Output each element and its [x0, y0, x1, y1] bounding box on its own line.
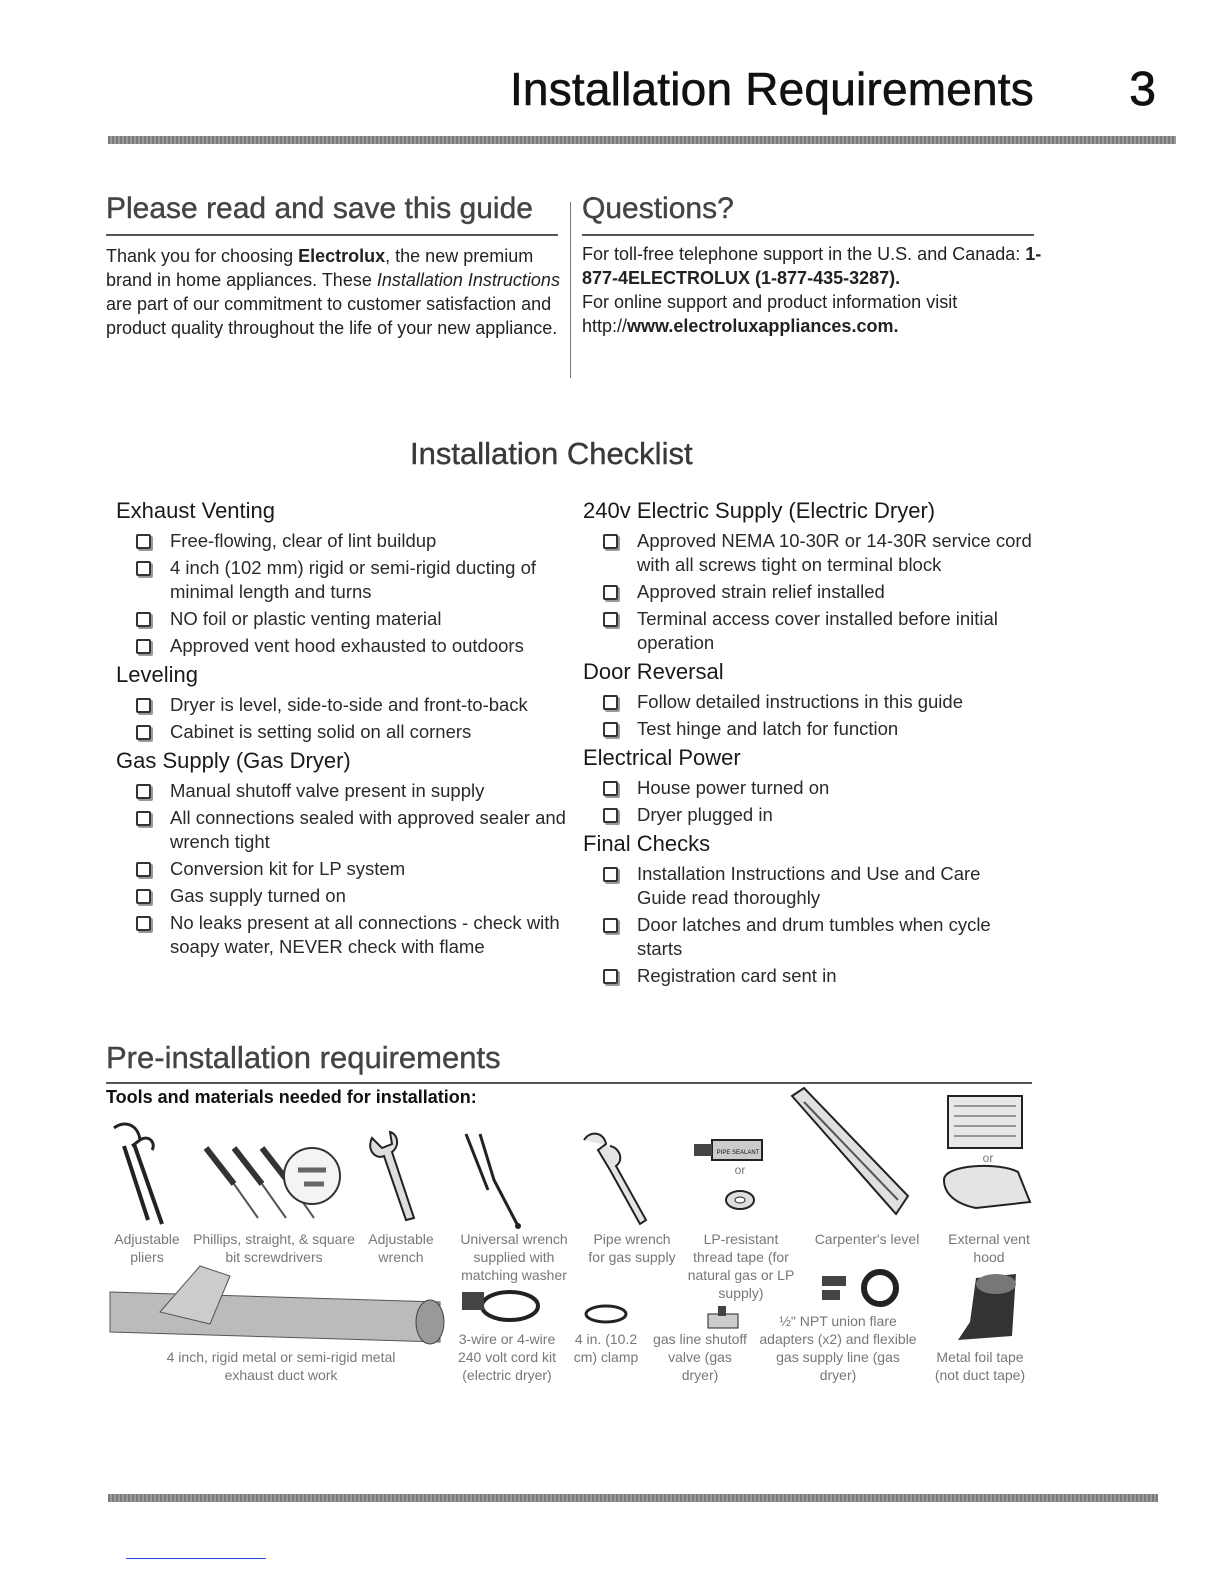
checkbox-icon[interactable] [136, 862, 151, 877]
checkbox-icon[interactable] [603, 585, 618, 600]
footer-rule [108, 1494, 1158, 1502]
checklist-title: Installation Checklist [410, 436, 693, 471]
or-label-2: or [982, 1151, 994, 1165]
checklist-item-label: Follow detailed instructions in this guide [637, 691, 963, 712]
checklist-item [583, 580, 1033, 604]
screwdrivers-icon [200, 1140, 350, 1230]
checklist-item-label: Door latches and drum tumbles when cycle starts [637, 914, 991, 959]
checkbox-icon[interactable] [603, 969, 618, 984]
checklist-item [116, 911, 566, 959]
checkbox-icon[interactable] [603, 918, 618, 933]
foil-tape-icon [956, 1270, 1020, 1346]
checklist-item-label: Approved strain relief installed [637, 581, 885, 602]
checklist-item [583, 690, 1033, 714]
checklist-item-label: Cabinet is setting solid on all corners [170, 721, 472, 742]
checklist-group-heading: 240v Electric Supply (Electric Dryer) [583, 498, 936, 523]
header-rule [108, 136, 1176, 144]
checklist-item [116, 607, 566, 631]
checklist-item-label: Free-flowing, clear of lint buildup [170, 530, 437, 551]
checkbox-icon[interactable] [603, 722, 618, 737]
checklist-item-label: Test hinge and latch for function [637, 718, 899, 739]
label-duct: 4 inch, rigid metal or semi-rigid metal exhaust duct work [166, 1349, 396, 1383]
checklist-item [583, 607, 1033, 655]
pliers-icon [104, 1120, 174, 1230]
thread-tape-icon [692, 1134, 774, 1220]
checkbox-icon[interactable] [136, 561, 151, 576]
tools-heading: Tools and materials needed for installation: [106, 1087, 477, 1107]
pipe-wrench-icon [580, 1130, 660, 1230]
checkbox-icon[interactable] [603, 612, 618, 627]
questions-paragraph: For toll-free telephone support in the U.S. and Canada: 1-877-4ELECTROLUX (1-877-435-3287). For online support and product information visit http://www.electroluxappliances.com. [582, 244, 1042, 336]
checklist-item [116, 634, 566, 658]
support-phone: 1-877-4ELECTROLUX (1-877-435-3287). [582, 244, 1042, 288]
checklist-right-column [583, 497, 1033, 991]
checklist-item-label: Dryer is level, side-to-side and front-to-back [170, 694, 528, 715]
preinstall-heading: Pre-installation requirements [106, 1040, 501, 1075]
checklist-group-heading: Gas Supply (Gas Dryer) [116, 748, 351, 773]
page-title: Installation Requirements [509, 63, 1034, 115]
column-divider [570, 202, 571, 378]
label-pipe-wrench: Pipe wrench for gas supply [588, 1231, 676, 1265]
label-clamp: 4 in. (10.2 cm) clamp [573, 1331, 639, 1365]
checkbox-icon[interactable] [603, 695, 618, 710]
checkbox-icon[interactable] [603, 534, 618, 549]
checkbox-icon[interactable] [136, 698, 151, 713]
checkbox-icon[interactable] [136, 784, 151, 799]
checklist-item-label: House power turned on [637, 777, 830, 798]
checklist-item [116, 884, 566, 908]
checklist-item [583, 803, 1033, 827]
checklist-item [116, 720, 566, 744]
label-flare-adapters: ½" NPT union flare adapters (x2) and flexible gas supply line (gas dryer) [759, 1313, 917, 1383]
checklist-item [116, 556, 566, 604]
checklist-item-label: Gas supply turned on [170, 885, 346, 906]
checklist-item-label: Conversion kit for LP system [170, 858, 406, 879]
checklist-item-label: 4 inch (102 mm) rigid or semi-rigid ducting of minimal length and turns [170, 557, 537, 602]
checklist-item-label: No leaks present at all connections - check with soapy water, NEVER check with flame [170, 912, 560, 957]
checklist-item-label: Approved vent hood exhausted to outdoors [170, 635, 524, 656]
cord-kit-icon [456, 1282, 546, 1332]
checklist-item-label: Dryer plugged in [637, 804, 773, 825]
checkbox-icon[interactable] [136, 889, 151, 904]
checklist-item-label: Terminal access cover installed before initial operation [637, 608, 998, 653]
label-foil-tape: Metal foil tape (not duct tape) [934, 1349, 1026, 1383]
checklist-item [583, 964, 1033, 988]
intro-paragraph: Thank you for choosing Electrolux, the new premium brand in home appliances. These Installation Instructions are part of our commitment to customer satisfaction and product quality throughout the life of your new appliance. [106, 246, 560, 338]
brand-name: Electrolux [298, 246, 386, 266]
checkbox-icon[interactable] [136, 916, 151, 931]
vent-hood-icon [940, 1090, 1032, 1220]
intro-heading: Please read and save this guide [106, 192, 533, 225]
label-cord-kit: 3-wire or 4-wire 240 volt cord kit (electric dryer) [457, 1331, 557, 1383]
checklist-item-label: Manual shutoff valve present in supply [170, 780, 485, 801]
carpenters-level-icon [790, 1088, 910, 1218]
checklist-item [116, 857, 566, 881]
sealant-label: PIPE SEALANT [716, 1150, 760, 1156]
support-url[interactable]: www.electroluxappliances.com. [627, 316, 899, 336]
checklist-item [116, 779, 566, 803]
checklist-item [583, 862, 1033, 910]
label-screwdrivers: Phillips, straight, & square bit screwdrivers [193, 1231, 355, 1265]
intro-rule [106, 234, 558, 236]
footer-link-line [126, 1558, 266, 1559]
clamp-icon [582, 1302, 632, 1326]
checklist-group-heading: Exhaust Venting [116, 498, 276, 523]
checkbox-icon[interactable] [136, 725, 151, 740]
checklist-item-label: Installation Instructions and Use and Care Guide read thoroughly [637, 863, 981, 908]
checklist-item-label: Approved NEMA 10-30R or 14-30R service cord with all screws tight on terminal block [637, 530, 1032, 575]
label-carpenters-level: Carpenter's level [814, 1231, 920, 1247]
checkbox-icon[interactable] [603, 808, 618, 823]
label-universal-wrench: Universal wrench supplied with matching washer [460, 1231, 568, 1283]
checklist-item [583, 717, 1033, 741]
label-pliers: Adjustable pliers [114, 1231, 180, 1265]
checklist-item-label: All connections sealed with approved sealer and wrench tight [170, 807, 566, 852]
shutoff-valve-icon [704, 1306, 744, 1332]
checkbox-icon[interactable] [136, 639, 151, 654]
label-adjustable-wrench: Adjustable wrench [368, 1231, 434, 1265]
adjustable-wrench-icon [362, 1130, 422, 1230]
or-label-1: or [734, 1163, 746, 1177]
checklist-item [116, 806, 566, 854]
checklist-left-column [116, 497, 566, 962]
label-vent-hood: External vent hood [948, 1231, 1030, 1265]
universal-wrench-icon [458, 1130, 538, 1230]
questions-heading: Questions? [582, 192, 734, 225]
checklist-group-heading: Door Reversal [583, 659, 724, 684]
label-shutoff-valve: gas line shutoff valve (gas dryer) [653, 1331, 747, 1383]
checklist-item [583, 913, 1033, 961]
checklist-group-heading: Electrical Power [583, 745, 741, 770]
label-thread-tape: LP-resistant thread tape (for natural gas or LP supply) [687, 1231, 795, 1301]
questions-rule [582, 234, 1034, 236]
checkbox-icon[interactable] [603, 867, 618, 882]
checklist-item [583, 529, 1033, 577]
checklist-item [116, 693, 566, 717]
checkbox-icon[interactable] [136, 534, 151, 549]
checkbox-icon[interactable] [603, 781, 618, 796]
checklist-item-label: NO foil or plastic venting material [170, 608, 442, 629]
checklist-group-heading: Leveling [116, 662, 198, 687]
checkbox-icon[interactable] [136, 612, 151, 627]
checkbox-icon[interactable] [136, 811, 151, 826]
checklist-item [583, 776, 1033, 800]
checklist-item [116, 529, 566, 553]
preinstall-rule [106, 1082, 1032, 1084]
page-number: 3 [1129, 63, 1156, 116]
checklist-item-label: Registration card sent in [637, 965, 837, 986]
checklist-group-heading: Final Checks [583, 831, 711, 856]
flare-adapters-icon [820, 1264, 900, 1308]
